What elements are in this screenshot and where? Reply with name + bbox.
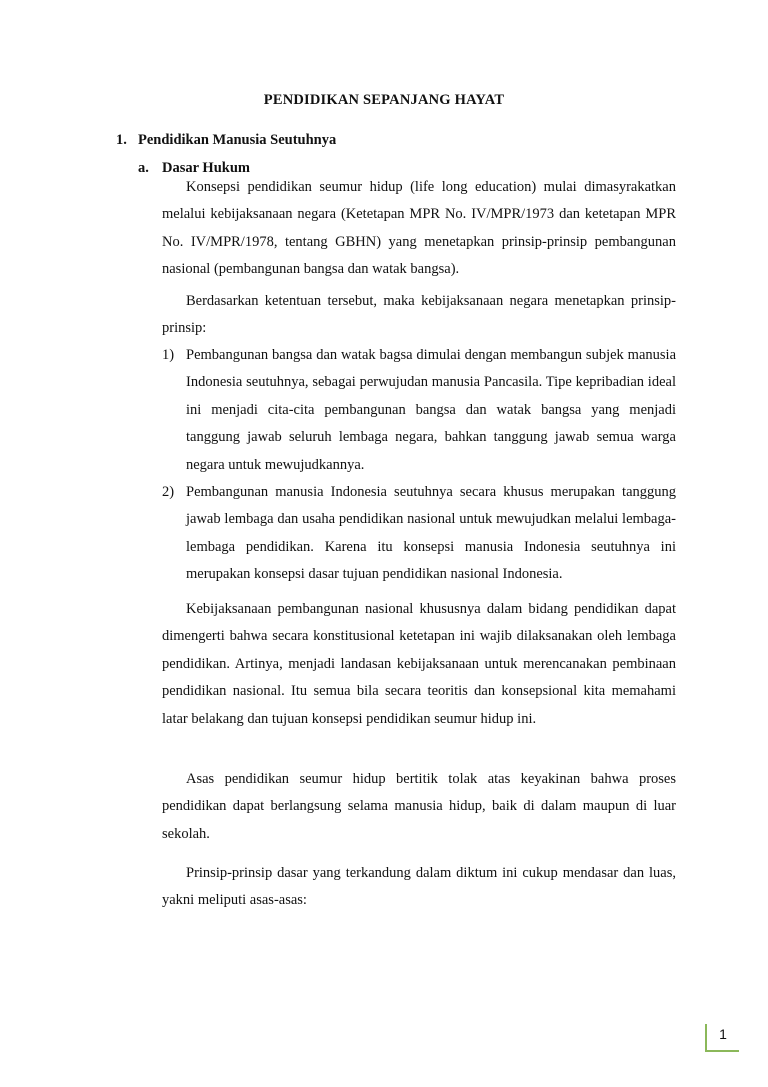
principles-list [162, 342, 676, 589]
subsection-title: Dasar Hukum [162, 160, 250, 176]
list-item-text: Pembangunan bangsa dan watak bagsa dimulai dengan membangun subjek manusia Indonesia seutuhnya, sebagai perwujudan manusia Pancasila. Tipe kepribadian ideal ini menjadi cita-cita pembangunan bangsa dan watak bangsa yang menjadi tanggung jawab seluruh lembaga negara, bahkan tanggung jawab semua warga negara untuk mewujudkannya. [186, 347, 676, 473]
footer-accent-horizontal [705, 1050, 739, 1052]
document-title: PENDIDIKAN SEPANJANG HAYAT [263, 92, 505, 108]
list-item-text: Pembangunan manusia Indonesia seutuhnya secara khusus merupakan tanggung jawab lembaga dan usaha pendidikan nasional untuk mewujudkan melalui lembaga-lembaga pendidikan. Karena itu konsepsi manusia Indonesia seutuhnya ini merupakan konsepsi dasar tujuan pendidikan nasional Indonesia. [186, 484, 676, 583]
paragraph-prinsip: Prinsip-prinsip dasar yang terkandung dalam diktum ini cukup mendasar dan luas, yakni meliputi asas-asas: [162, 865, 676, 909]
list-marker: 2) [162, 484, 175, 501]
section-heading [116, 132, 336, 149]
subsection-number: a. [138, 160, 149, 176]
section-number: 1. [116, 132, 127, 148]
paragraph-berdasarkan: Berdasarkan ketentuan tersebut, maka kebijaksanaan negara menetapkan prinsip-prinsip: [162, 293, 676, 337]
page-number: 1 [719, 1026, 727, 1042]
section-title: Pendidikan Manusia Seutuhnya [138, 132, 337, 148]
paragraph-kebijaksanaan: Kebijaksanaan pembangunan nasional khususnya dalam bidang pendidikan dapat dimengerti bahwa secara konstitusional ketetapan ini wajib dilaksanakan oleh lembaga pendidikan. Artinya, menjadi landasan kebijaksanaan untuk merencanakan pembinaan pendidikan nasional. Itu semua bila secara teoritis dan konsepsional kita memahami latar belakang dan tujuan konsepsi pendidikan seumur hidup ini. [162, 601, 676, 727]
list-marker: 1) [162, 347, 175, 363]
paragraph-konsepsi: Konsepsi pendidikan seumur hidup (life long education) mulai dimasyrakatkan melalui kebijaksanaan negara (Ketetapan MPR No. IV/MPR/1973 dan ketetapan MPR No. IV/MPR/1978, tentang GBHN) yang menetapkan prinsip-prinsip pembangunan nasional (pembangunan bangsa dan watak bangsa). [162, 179, 676, 278]
list-item [162, 342, 676, 479]
list-item [162, 479, 676, 589]
paragraph-asas: Asas pendidikan seumur hidup bertitik tolak atas keyakinan bahwa proses pendidikan dapat berlangsung selama manusia hidup, baik di dalam maupun di luar sekolah. [162, 771, 676, 842]
